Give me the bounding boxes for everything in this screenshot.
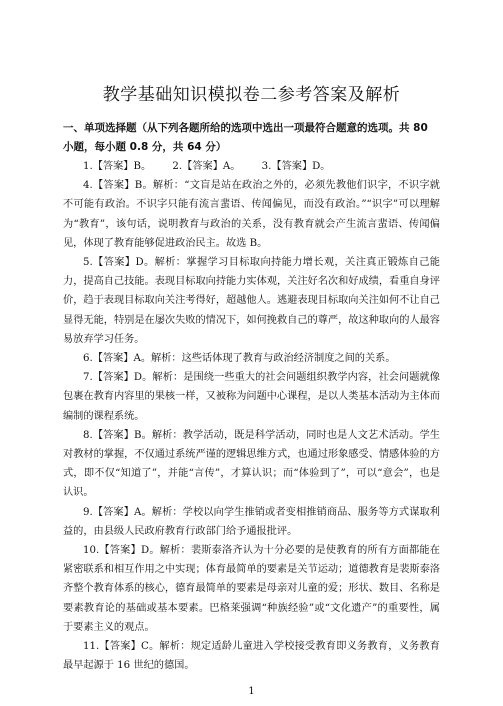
answer-2: 2.【答案】A。 (172, 161, 241, 172)
answer-item-4: 4.【答案】B。解析：“文盲是站在政治之外的，必须先教他们识字，不识字就不可能有政治。不识字只能有流言蜚语、传闻偏见，而没有政治。”“识字”可以理解为“教育”，该句话，说明教育与政治的关系，没有教育就会产生流言蜚语、传闻偏见，体现了教育能够促进政治民主。故选 B。 (63, 180, 440, 249)
answer-3: 3.【答案】D。 (261, 161, 331, 172)
answer-item-8: 8.【答案】B。解析：教学活动，既是科学活动，同时也是人文艺术活动。学生对教材的掌握，不仅通过系统严谨的逻辑思维方式，也通过形象感受、情感体验的方式，即不仅“知道了”，并能“言传”，才算认识；而“体验到了”，可以“意会”，也是认识。 (63, 429, 440, 499)
answer-item-10: 10.【答案】D。解析：裴斯泰洛齐认为十分必要的是使教育的所有方面都能在紧密联系和相互作用之中实现；体育最简单的要素是关节运动；道德教育是裴斯泰洛齐整个教育体系的核心，德育最简单的要素是母亲对儿童的爱；形状、数目、名称是要素教育论的基础或基本要素。巴格莱强调“种族经验”或“文化遗产”的重要性，属于要素主义的观点。 (63, 545, 440, 633)
short-answer-row (63, 157, 440, 176)
answer-item-11: 11.【答案】C。解析：规定适龄儿童进入学校接受教育即义务教育，义务教育最早起源于 16 世纪的德国。 (63, 641, 440, 672)
answer-1: 1.【答案】B。 (83, 161, 152, 172)
answer-item-7: 7.【答案】D。解析：是围绕一些重大的社会问题组织教学内容，社会问题就像包裹在教育内容里的果核一样，又被称为问题中心课程，是以人类基本活动为主体而编制的课程系统。 (63, 372, 440, 422)
answer-item-6: 6.【答案】A。解析：这些话体现了教育与政治经济制度之间的关系。 (83, 353, 396, 365)
section-heading: 一、单项选择题（从下列各题所给的选项中选出一项最符合题意的选项。共 80 小题，每小题 0.8 分，共 64 分） (63, 122, 428, 153)
answer-item-5: 5.【答案】D。解析：掌握学习目标取向持能力增长观，关注真正锻炼自己能力，提高自己技能。表现目标取向持能力实体观，关注好名次和好成绩，看重自身评价，趋于表现目标取向关注考得好，超越他人。逃避表现目标取向关注如何不让自己显得无能，特别是在屡次失败的情况下，如何挽救自己的尊严，故这种取向的人最容易放弃学习任务。 (63, 257, 440, 345)
document-title: 教学基础知识模拟卷二参考答案及解析 (102, 85, 401, 105)
answer-item-9: 9.【答案】A。解析：学校以向学生推销或者变相推销商品、服务等方式谋取利益的，由县级人民政府教育行政部门给予通报批评。 (63, 506, 440, 537)
page-number: 1 (248, 686, 255, 697)
